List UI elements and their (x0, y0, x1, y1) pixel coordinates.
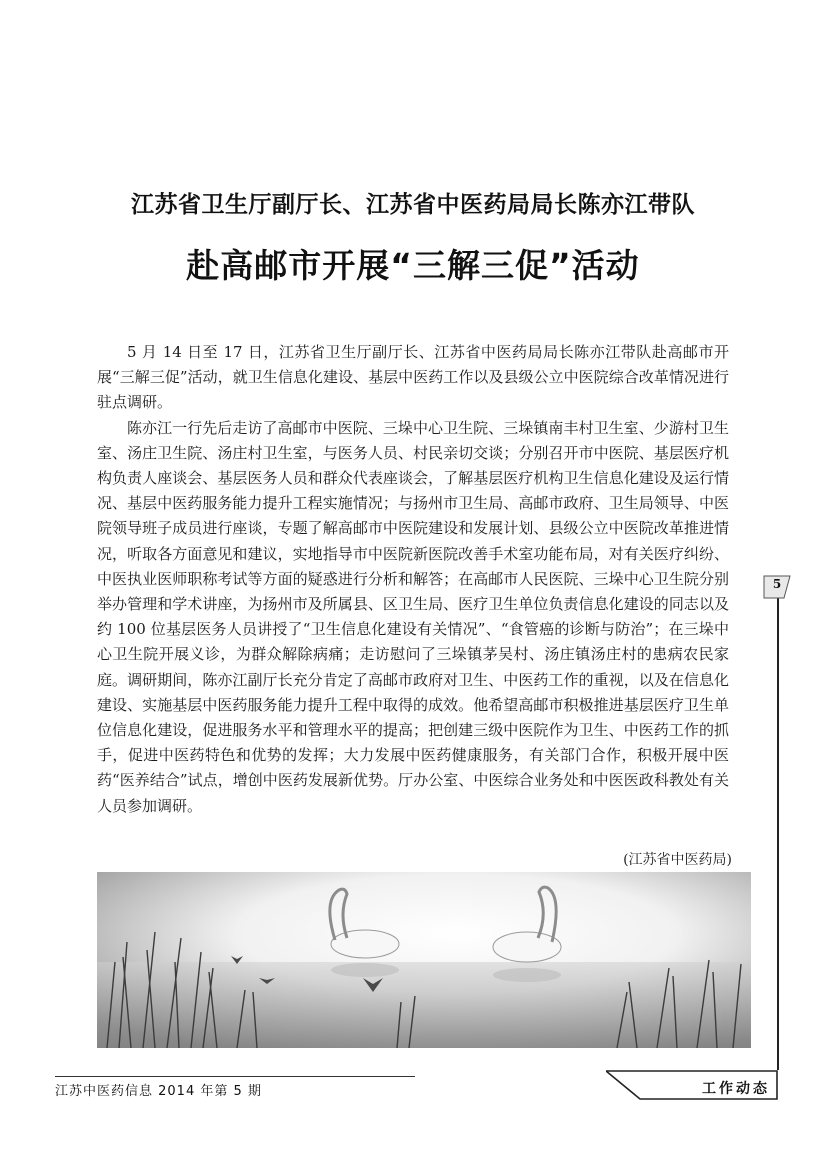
page-number: 5 (772, 577, 782, 591)
title-line-1: 江苏省卫生厅副厅长、江苏省中医药局局长陈亦江带队 (131, 192, 695, 218)
paragraph-1: 5 月 14 日至 17 日，江苏省卫生厅副厅长、江苏省中医药局局长陈亦江带队赴高邮市开展“三解三促”活动，就卫生信息化建设、基层中医药工作以及县级公立中医院综合改革情况进行驻点调研。 (97, 343, 729, 412)
footer-rule (55, 1076, 415, 1077)
journal-issue: 江苏中医药信息 2014 年第 5 期 (55, 1084, 262, 1099)
right-margin-rule (777, 592, 779, 1070)
paragraph-2: 陈亦江一行先后走访了高邮市中医院、三垛中心卫生院、三垛镇南丰村卫生室、少游村卫生室、汤庄卫生院、汤庄村卫生室，与医务人员、村民亲切交谈；分别召开市中医院、基层医疗机构负责人座谈会、基层医务人员和群众代表座谈会，了解基层医疗机构卫生信息化建设及运行情况、基层中医药服务能力提升工程实施情况；与扬州市卫生局、高邮市政府、卫生局领导、中医院领导班子成员进行座谈，专题了解高邮市中医院建设和发展计划、县级公立中医院改革推进情况，听取各方面意见和建议，实地指导市中医院新医院改善手术室功能布局，对有关医疗纠纷、中医执业医师职称考试等方面的疑惑进行分析和解答；在高邮市人民医院、三垛中心卫生院分别举办管理和学术讲座，为扬州市及所属县、区卫生局、医疗卫生单位负责信息化建设的同志以及约 100 位基层医务人员讲授了“卫生信息化建设有关情况”、“食管癌的诊断与防治”；在三垛中心卫生院开展义诊，为群众解除病痛；走访慰问了三垛镇茅吴村、汤庄镇汤庄村的患病农民家庭。调研期间，陈亦江副厅长充分肯定了高邮市政府对卫生、中医药工作的重视，以及在信息化建设、实施基层中医药服务能力提升工程中取得的成效。他希望高邮市积极推进基层医疗卫生单位信息化建设，促进服务水平和管理水平的提高；把创建三级中医院作为卫生、中医药工作的抓手，促进中医药特色和优势的发挥；大力发展中医药健康服务，有关部门合作，积极开展中医药“医养结合”试点，增创中医药发展新优势。厅办公室、中医综合业务处和中医医政科教处有关人员参加调研。 (97, 418, 729, 815)
article-source: (江苏省中医药局) (623, 852, 732, 868)
section-label: 工作动态 (702, 1081, 770, 1097)
title-line-2: 赴高邮市开展“三解三促”活动 (186, 246, 640, 285)
article-body (97, 340, 729, 819)
swan-lake-illustration (97, 872, 751, 1048)
